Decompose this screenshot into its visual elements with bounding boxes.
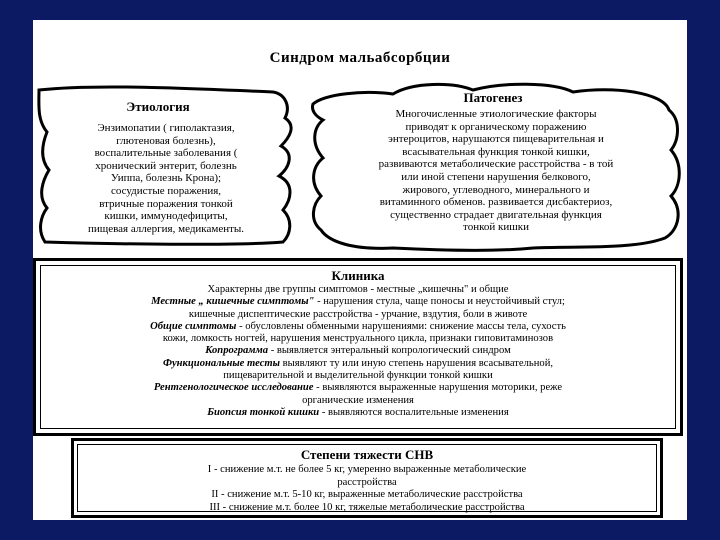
coprogram-text: - выявляется энтеральный копрологический синдром bbox=[268, 345, 511, 357]
etiology-line: Энзимопатии ( гиполактазия, bbox=[97, 122, 235, 134]
etiology-line: хронический энтерит, болезнь bbox=[95, 159, 237, 172]
severity-heading: Степени тяжести СНВ bbox=[300, 447, 434, 462]
clinic-line bbox=[45, 382, 671, 394]
functional-tests-term: Функциональные тесты bbox=[162, 357, 280, 369]
etiology-line: Уиппа, болезнь Крона); bbox=[110, 172, 222, 185]
clinic-box bbox=[33, 258, 683, 436]
pathogenesis-line: витаминного обменов. развивается дисбактериоз, bbox=[379, 196, 613, 209]
severity-line: I - снижение м.т. не более 5 кг, умеренно выраженные метаболические bbox=[207, 464, 527, 475]
slide-title: Синдром мальабсорбции bbox=[269, 50, 451, 66]
etiology-line: кишки, иммунодефициты, bbox=[104, 210, 228, 223]
pathogenesis-line: приводят к органическому поражению bbox=[405, 120, 587, 133]
severity-box bbox=[71, 438, 663, 518]
clinic-inner-border bbox=[40, 265, 676, 429]
clinic-line bbox=[45, 321, 671, 333]
clinic-line: Характерны две группы симптомов - местные „кишечны" и общие bbox=[207, 284, 509, 295]
clinic-line: кожи, ломкость ногтей, нарушения менструального цикла, признаки гиповитаминозов bbox=[162, 333, 554, 345]
severity-line: III - снижение м.т. более 10 кг, тяжелые метаболические расстройства bbox=[209, 501, 525, 513]
clinic-line bbox=[45, 407, 671, 419]
general-symptoms-text: - обусловлены обменными нарушениями: снижение массы тела, сухость bbox=[236, 320, 566, 332]
etiology-line: втричные поражения тонкой bbox=[99, 197, 233, 210]
clinic-line: органические изменения bbox=[302, 394, 414, 406]
clinic-line bbox=[45, 358, 671, 370]
xray-term: Рентгенологическое исследование bbox=[153, 382, 314, 394]
biopsy-text: - выявляются воспалительные изменения bbox=[319, 406, 509, 418]
etiology-line: глютеновая болезнь), bbox=[116, 134, 216, 147]
xray-text: - выявляются выраженные нарушения моторики, реже bbox=[313, 382, 563, 394]
clinic-line: кишечные диспептические расстройства - урчание, вздутия, боли в животе bbox=[188, 308, 528, 320]
general-symptoms-term: Общие симптомы bbox=[150, 320, 237, 332]
biopsy-term: Биопсия тонкой кишки bbox=[207, 406, 320, 418]
clinic-line bbox=[45, 296, 671, 308]
clinic-heading: Клиника bbox=[331, 268, 385, 283]
clinic-text bbox=[45, 284, 671, 419]
pathogenesis-line: всасывательная функция тонкой кишки, bbox=[402, 145, 590, 158]
etiology-line: пищевая аллергия, медикаменты. bbox=[87, 222, 245, 235]
pathogenesis-line: Многочисленные этиологические факторы bbox=[395, 108, 597, 120]
pathogenesis-line: жирового, углеводного, минерального и bbox=[402, 183, 590, 196]
etiology-heading: Этиология bbox=[126, 99, 190, 114]
pathogenesis-line: тонкой кишки bbox=[463, 221, 529, 234]
clinic-line: пищеварительной и выделительной функции тонкой кишки bbox=[223, 370, 493, 382]
pathogenesis-text bbox=[325, 108, 667, 234]
pathogenesis-line: развиваются метаболические расстройства - в той bbox=[378, 158, 614, 171]
etiology-line: сосудистые поражения, bbox=[110, 184, 222, 197]
severity-text bbox=[86, 464, 648, 514]
local-symptoms-text: - нарушения стула, чаще поносы и неустойчивый стул; bbox=[314, 296, 565, 308]
etiology-line: воспалительные заболевания ( bbox=[94, 147, 238, 160]
local-symptoms-term: Местные „ кишечные симптомы" bbox=[151, 296, 315, 308]
coprogram-term: Копрограмма bbox=[205, 345, 269, 357]
clinic-line bbox=[45, 345, 671, 357]
pathogenesis-line: или иной степени нарушения белкового, bbox=[401, 170, 591, 183]
severity-inner-border bbox=[77, 444, 657, 512]
etiology-text bbox=[47, 122, 285, 235]
severity-line: II - снижение м.т. 5-10 кг, выраженные метаболические расстройства bbox=[211, 489, 523, 501]
pathogenesis-line: существенно страдает двигательная функция bbox=[390, 208, 602, 221]
slide bbox=[33, 20, 687, 520]
severity-line: расстройства bbox=[337, 476, 397, 488]
pathogenesis-line: энтероцитов, нарушаются пищеварительная и bbox=[388, 133, 604, 146]
functional-tests-text: выявляют ту или иную степень нарушения всасывательной, bbox=[280, 357, 554, 369]
pathogenesis-heading: Патогенез bbox=[463, 90, 523, 105]
